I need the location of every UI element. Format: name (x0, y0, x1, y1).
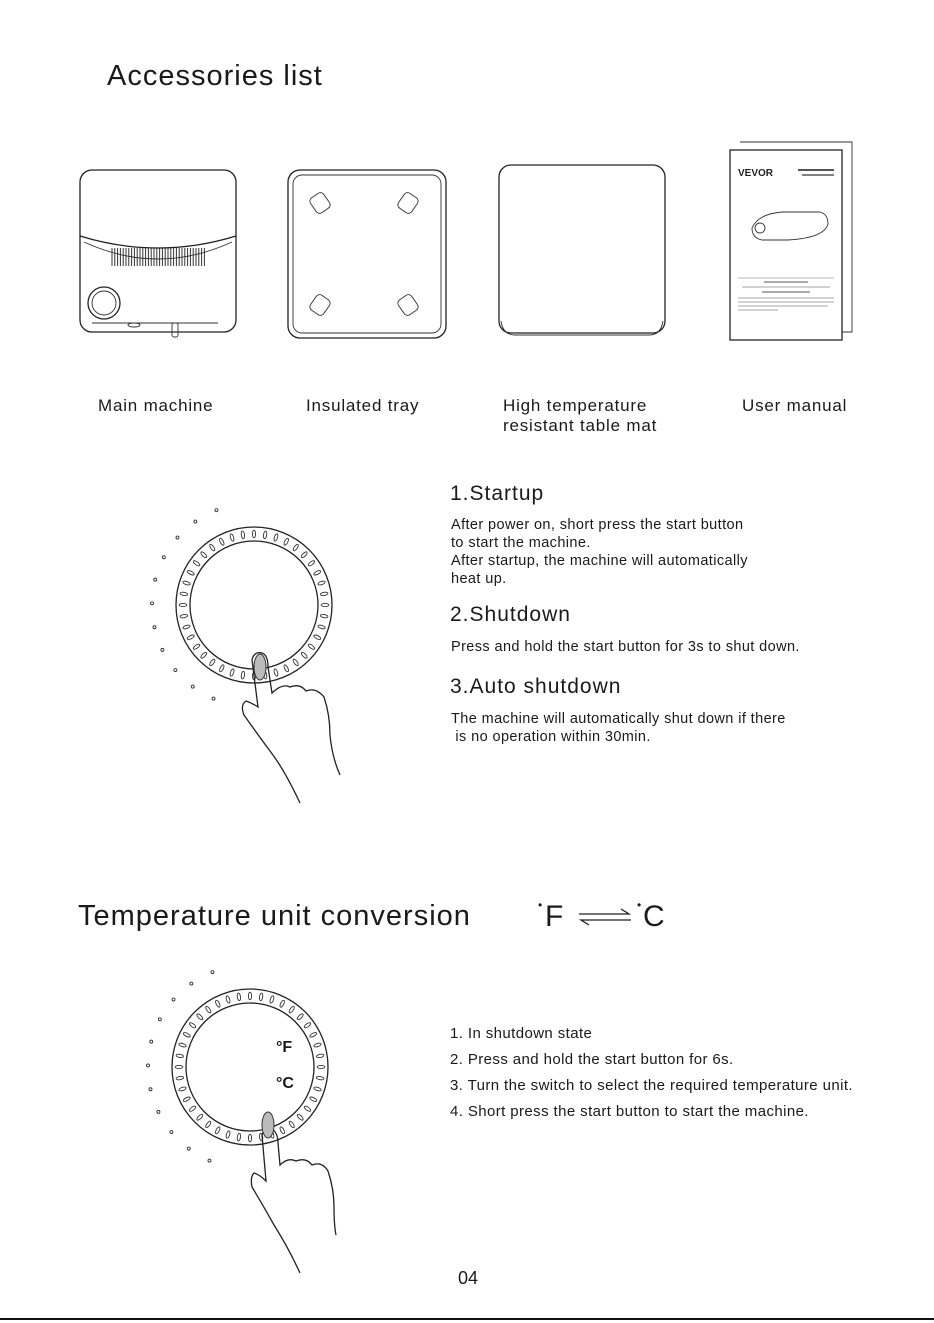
swap-arrows-icon (577, 908, 633, 926)
main-machine-illustration (78, 168, 238, 340)
unit-f-label: F (545, 900, 564, 933)
unit-c-label: C (643, 900, 665, 933)
conversion-title: Temperature unit conversion (78, 900, 471, 932)
conversion-dial-illustration (140, 985, 360, 1275)
auto-shutdown-line: is no operation within 30min. (451, 729, 651, 745)
degree-dot-c: • (637, 898, 642, 912)
caption-user-manual: User manual (742, 396, 848, 415)
insulated-tray-illustration (286, 168, 448, 342)
table-mat-illustration (497, 163, 667, 339)
startup-line: After startup, the machine will automatically (451, 553, 748, 569)
startup-title: 1.Startup (450, 482, 545, 505)
caption-table-mat-line1: High temperature (503, 396, 648, 415)
auto-shutdown-line: The machine will automatically shut down if there (451, 711, 786, 727)
page-number: 04 (458, 1268, 479, 1288)
startup-dial-illustration (140, 515, 360, 805)
conversion-step: 4. Short press the start button to start the machine. (450, 1103, 809, 1120)
caption-insulated-tray: Insulated tray (306, 396, 420, 415)
startup-text (451, 516, 748, 588)
manual-brand-text: VEVOR (738, 168, 774, 179)
auto-shutdown-title: 3.Auto shutdown (450, 675, 622, 698)
startup-line: heat up. (451, 571, 507, 587)
conversion-step: 1. In shutdown state (450, 1025, 593, 1042)
conversion-step: 2. Press and hold the start button for 6s. (450, 1051, 734, 1068)
startup-line: After power on, short press the start button (451, 517, 744, 533)
degree-dot-f: • (538, 898, 543, 912)
caption-main-machine: Main machine (98, 396, 214, 415)
footer-rule (0, 1318, 934, 1320)
dial-unit-f: °F (276, 1039, 293, 1056)
caption-table-mat-line2: resistant table mat (503, 416, 658, 435)
shutdown-line: Press and hold the start button for 3s to shut down. (451, 639, 800, 655)
user-manual-illustration (728, 140, 854, 342)
auto-shutdown-text (451, 710, 786, 746)
startup-line: to start the machine. (451, 535, 591, 551)
dial-unit-c: °C (276, 1075, 294, 1092)
unit-conversion-symbol (535, 896, 675, 938)
conversion-step: 3. Turn the switch to select the required temperature unit. (450, 1077, 853, 1094)
accessories-title: Accessories list (107, 60, 323, 92)
shutdown-title: 2.Shutdown (450, 603, 571, 626)
shutdown-text (451, 638, 800, 656)
